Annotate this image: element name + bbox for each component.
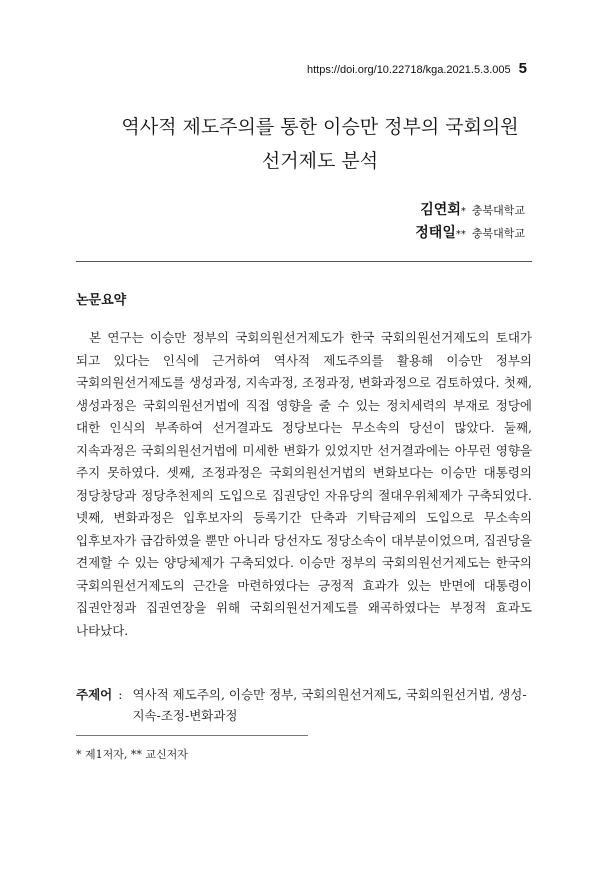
abstract-body: 본 연구는 이승만 정부의 국회의원선거제도가 한국 국회의원선거제도의 토대가 되고 있다는 인식에 근거하여 역사적 제도주의를 활용해 이승만 정부의 국회의원선거제도를 생성과정, 지속과정, 조정과정, 변화과정으로 검토하였다. 첫째, 생성과정은 국회의원선거법에 직접 영향을 줄 수 있는 정치세력의 부재로 정당에 대한 인식의 부족하여 선거결과도 정당보다는 무소속의 당선이 많았다. 둘째, 지속과정은 국회의원선거법에 미세한 변화가 있었지만 선거결과에는 아무런 영향을 주지 못하였다. 셋째, 조정과정은 국회의원선거법의 변화보다는 이승만 대통령의 정당창당과 정당추천제의 도입으로 집권당인 자유당의 절대우위체제가 구축되었다. 넷째, 변화과정은 입후보자의 등록기간 단축과 기탁금제의 도입으로 무소속의 입후보자가 급감하였을 뿐만 아니라 당선자도 정당소속이 대부분이었으며, 집권당을 견제할 수 있는 양당체제가 구축되었다. 이승만 정부의 국회의원선거제도는 한국의 국회의원선거제도의 근간을 마련하였다는 긍정적 효과가 있는 반면에 대통령이 집권안정과 집권연장을 위해 국회의원선거제도를 왜곡하였다는 부정적 효과도 나타났다. (76, 330, 532, 638)
keywords-colon: : (118, 687, 123, 702)
author-mark: ** (455, 229, 466, 240)
footnote-divider (76, 735, 308, 736)
doi-link[interactable]: https://doi.org/10.22718/kga.2021.5.3.005 (306, 64, 511, 76)
author-mark: * (460, 206, 466, 217)
running-header (307, 60, 527, 77)
author-2 (415, 222, 525, 242)
abstract-heading: 논문요약 (76, 293, 127, 308)
author-name: 정태일 (415, 225, 456, 241)
keywords-label: 주제어 (76, 687, 113, 702)
author-1 (420, 199, 525, 219)
paper-title (60, 110, 580, 178)
title-line-2: 선거제도 분석 (261, 150, 379, 172)
title-line-1: 역사적 제도주의를 통한 이승만 정부의 국회의원 (121, 116, 519, 138)
header-divider (76, 261, 532, 262)
author-name: 김연회 (420, 202, 461, 218)
author-affiliation: 충북대학교 (471, 204, 525, 217)
keywords-text: 역사적 제도주의, 이승만 정부, 국회의원선거제도, 국회의원선거법, 생성-지속-조정-변화과정 (132, 687, 527, 723)
page-number: 5 (518, 60, 527, 77)
footnote: * 제1저자, ** 교신저자 (76, 748, 188, 761)
author-affiliation: 충북대학교 (471, 227, 525, 240)
keywords (76, 684, 532, 726)
